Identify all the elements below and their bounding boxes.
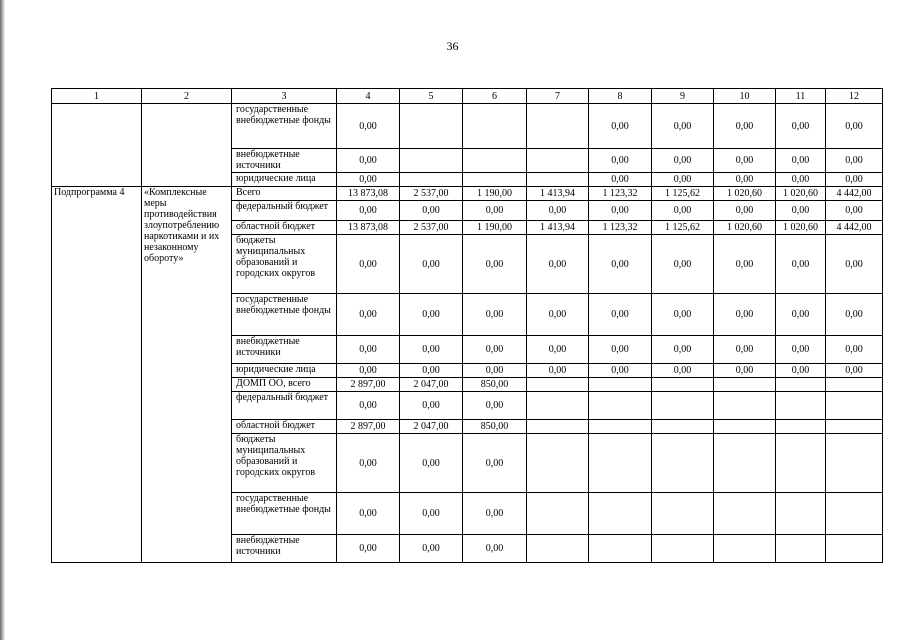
amount-cell: 0,00 [463,201,527,221]
amount-cell [527,493,589,535]
amount-cell [527,104,589,149]
amount-cell [400,149,463,173]
amount-cell: 0,00 [589,201,652,221]
amount-cell [826,378,883,392]
amount-cell: 0,00 [826,173,883,187]
amount-cell [527,149,589,173]
table-body [52,89,883,563]
amount-cell [589,535,652,563]
amount-cell: 0,00 [652,235,714,294]
amount-cell: 0,00 [463,336,527,364]
amount-cell: 0,00 [826,294,883,336]
funding-source-label: внебюджетные источники [232,149,337,173]
amount-cell [400,173,463,187]
amount-cell: 0,00 [337,173,400,187]
amount-cell [826,392,883,420]
amount-cell [776,378,826,392]
amount-cell: 0,00 [527,235,589,294]
amount-cell: 0,00 [826,364,883,378]
financing-table [51,88,883,563]
column-number-header: 7 [527,89,589,104]
amount-cell: 0,00 [714,336,776,364]
amount-cell [463,173,527,187]
amount-cell: 0,00 [714,364,776,378]
column2-cell [142,104,232,187]
funding-source-label: юридические лица [232,173,337,187]
page-number: 36 [446,39,459,53]
amount-cell [652,493,714,535]
amount-cell: 4 442,00 [826,187,883,201]
amount-cell: 0,00 [463,434,527,493]
column-number-header: 8 [589,89,652,104]
amount-cell: 0,00 [589,149,652,173]
amount-cell: 1 123,32 [589,221,652,235]
amount-cell: 0,00 [589,235,652,294]
funding-source-label: федеральный бюджет [232,392,337,420]
column-number-header-row [52,89,883,104]
amount-cell: 2 537,00 [400,221,463,235]
amount-cell: 2 897,00 [337,420,400,434]
amount-cell: 0,00 [337,493,400,535]
amount-cell [652,392,714,420]
amount-cell: 13 873,08 [337,221,400,235]
amount-cell: 0,00 [527,294,589,336]
funding-source-label: областной бюджет [232,420,337,434]
amount-cell: 1 125,62 [652,221,714,235]
amount-cell [714,392,776,420]
amount-cell: 0,00 [337,149,400,173]
amount-cell [714,535,776,563]
amount-cell: 0,00 [589,173,652,187]
scan-left-edge [0,0,5,640]
funding-source-label: Всего [232,187,337,201]
amount-cell [652,434,714,493]
funding-source-label: федеральный бюджет [232,201,337,221]
amount-cell [652,535,714,563]
amount-cell: 0,00 [826,235,883,294]
funding-source-label: государственные внебюджетные фонды [232,493,337,535]
amount-cell: 0,00 [589,104,652,149]
amount-cell [652,378,714,392]
amount-cell: 0,00 [400,235,463,294]
subprogram-title: «Комплексные меры противодействия злоупотреблению наркотиками и их незаконному обороту» [142,187,232,563]
amount-cell [463,104,527,149]
amount-cell [652,420,714,434]
amount-cell: 0,00 [776,104,826,149]
column-number-header: 9 [652,89,714,104]
column-number-header: 3 [232,89,337,104]
amount-cell: 0,00 [337,104,400,149]
amount-cell: 0,00 [337,294,400,336]
amount-cell: 0,00 [714,201,776,221]
amount-cell: 0,00 [400,201,463,221]
amount-cell [527,392,589,420]
funding-source-label: бюджеты муниципальных образований и городских округов [232,434,337,493]
column-number-header: 2 [142,89,232,104]
column-number-header: 5 [400,89,463,104]
amount-cell: 0,00 [337,535,400,563]
amount-cell: 0,00 [714,149,776,173]
table-row [52,104,883,149]
amount-cell: 0,00 [652,364,714,378]
column1-cell [52,104,142,187]
funding-source-label: внебюджетные источники [232,535,337,563]
amount-cell: 0,00 [776,336,826,364]
column-number-header: 1 [52,89,142,104]
amount-cell: 850,00 [463,420,527,434]
amount-cell [589,378,652,392]
amount-cell: 0,00 [652,104,714,149]
amount-cell: 0,00 [589,364,652,378]
amount-cell: 0,00 [652,149,714,173]
amount-cell: 2 047,00 [400,420,463,434]
amount-cell: 850,00 [463,378,527,392]
amount-cell: 2 897,00 [337,378,400,392]
amount-cell: 1 020,60 [776,221,826,235]
column-number-header: 12 [826,89,883,104]
amount-cell: 0,00 [463,493,527,535]
amount-cell: 0,00 [527,336,589,364]
funding-source-label: ДОМП ОО, всего [232,378,337,392]
amount-cell [826,493,883,535]
amount-cell: 1 125,62 [652,187,714,201]
amount-cell [589,493,652,535]
amount-cell: 0,00 [400,493,463,535]
column-number-header: 4 [337,89,400,104]
amount-cell [826,434,883,493]
subprogram-label: Подпрограмма 4 [52,187,142,563]
amount-cell: 0,00 [652,336,714,364]
amount-cell: 13 873,08 [337,187,400,201]
amount-cell: 0,00 [400,336,463,364]
amount-cell [527,535,589,563]
amount-cell: 0,00 [776,201,826,221]
amount-cell: 0,00 [337,336,400,364]
amount-cell [776,535,826,563]
amount-cell [776,392,826,420]
amount-cell [776,493,826,535]
amount-cell [776,420,826,434]
amount-cell: 0,00 [826,201,883,221]
amount-cell: 0,00 [589,336,652,364]
amount-cell: 0,00 [400,294,463,336]
amount-cell [527,173,589,187]
amount-cell [714,493,776,535]
amount-cell [589,392,652,420]
amount-cell: 2 047,00 [400,378,463,392]
amount-cell: 0,00 [463,392,527,420]
amount-cell [826,535,883,563]
amount-cell: 0,00 [400,535,463,563]
amount-cell: 0,00 [337,392,400,420]
funding-source-label: государственные внебюджетные фонды [232,294,337,336]
amount-cell: 0,00 [776,149,826,173]
amount-cell [714,420,776,434]
amount-cell [776,434,826,493]
amount-cell: 0,00 [400,434,463,493]
amount-cell: 1 190,00 [463,221,527,235]
amount-cell: 0,00 [463,294,527,336]
table-row [52,187,883,201]
amount-cell: 0,00 [714,294,776,336]
amount-cell: 0,00 [527,364,589,378]
amount-cell: 0,00 [776,294,826,336]
amount-cell [589,420,652,434]
amount-cell [826,420,883,434]
amount-cell [527,434,589,493]
amount-cell: 1 413,94 [527,221,589,235]
amount-cell [714,434,776,493]
amount-cell [527,420,589,434]
amount-cell: 2 537,00 [400,187,463,201]
amount-cell: 0,00 [527,201,589,221]
amount-cell: 0,00 [776,235,826,294]
amount-cell: 0,00 [826,104,883,149]
amount-cell: 0,00 [337,434,400,493]
amount-cell [527,378,589,392]
amount-cell: 0,00 [400,364,463,378]
amount-cell: 0,00 [463,235,527,294]
amount-cell: 0,00 [337,235,400,294]
amount-cell: 0,00 [826,336,883,364]
amount-cell: 1 020,60 [714,221,776,235]
amount-cell: 0,00 [463,364,527,378]
amount-cell [400,104,463,149]
amount-cell: 0,00 [337,201,400,221]
amount-cell [463,149,527,173]
amount-cell: 1 020,60 [776,187,826,201]
amount-cell: 0,00 [400,392,463,420]
funding-source-label: государственные внебюджетные фонды [232,104,337,149]
funding-source-label: бюджеты муниципальных образований и городских округов [232,235,337,294]
amount-cell: 0,00 [589,294,652,336]
amount-cell [589,434,652,493]
amount-cell: 0,00 [652,173,714,187]
amount-cell: 0,00 [337,364,400,378]
amount-cell: 0,00 [776,173,826,187]
column-number-header: 11 [776,89,826,104]
funding-source-label: юридические лица [232,364,337,378]
column-number-header: 10 [714,89,776,104]
funding-source-label: внебюджетные источники [232,336,337,364]
funding-source-label: областной бюджет [232,221,337,235]
amount-cell: 1 123,32 [589,187,652,201]
amount-cell: 0,00 [826,149,883,173]
amount-cell: 1 190,00 [463,187,527,201]
amount-cell: 0,00 [652,201,714,221]
amount-cell: 0,00 [714,173,776,187]
amount-cell: 1 413,94 [527,187,589,201]
amount-cell: 0,00 [714,104,776,149]
amount-cell: 0,00 [776,364,826,378]
amount-cell: 0,00 [714,235,776,294]
amount-cell: 4 442,00 [826,221,883,235]
amount-cell: 0,00 [652,294,714,336]
amount-cell [714,378,776,392]
amount-cell: 0,00 [463,535,527,563]
column-number-header: 6 [463,89,527,104]
amount-cell: 1 020,60 [714,187,776,201]
